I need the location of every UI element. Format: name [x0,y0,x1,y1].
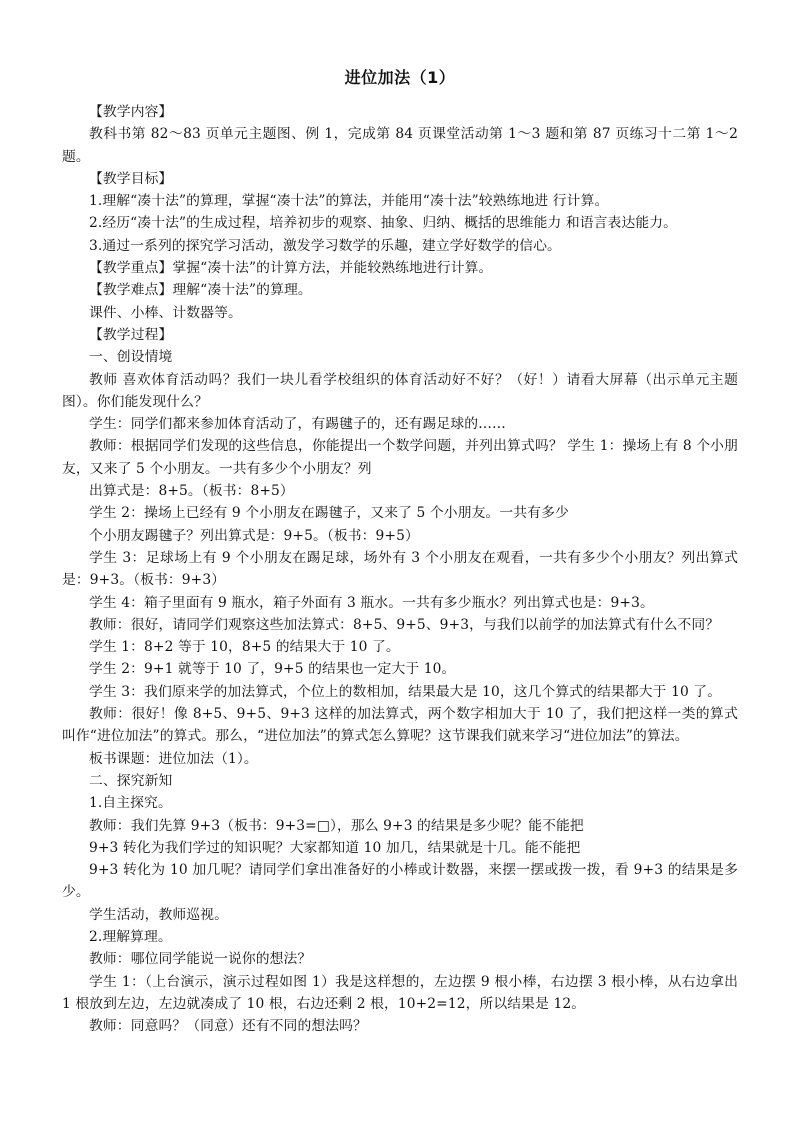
paragraph: 教师：我们先算 9+3（板书：9+3=□），那么 9+3 的结果是多少呢？能不能把 [89,817,584,834]
paragraph: 3.通过一系列的探究学习活动，激发学习数学的乐趣，建立学好数学的信心。 [89,237,561,254]
document-title: 进位加法（1） [344,68,456,87]
paragraph: 1.理解“凑十法”的算理，掌握“凑十法”的算法，并能用“凑十法”较熟练地进 行计算。 [89,193,609,210]
paragraph: 学生 2：操场上已经有 9 个小朋友在踢毽子，又来了 5 个小朋友。一共有多少 [89,505,569,522]
paragraph: 教科书第 82～83 页单元主题图、例 1，完成第 84 页课堂活动第 1～3 题和第 87 页练习十二第 1～2 题。 [62,126,738,165]
paragraph: 学生 3：我们原来学的加法算式，个位上的数相加，结果最大是 10，这几个算式的结果都大于 10 了。 [89,683,722,700]
paragraph: 课件、小棒、计数器等。 [89,304,242,321]
paragraph: 二、探究新知 [89,772,173,789]
paragraph: 教师：同意吗？（同意）还有不同的想法吗？ [89,1018,367,1035]
paragraph: 板书课题：进位加法（1）。 [89,750,258,767]
paragraph: 学生 1：8+2 等于 10，8+5 的结果大于 10 了。 [89,639,400,656]
document-page [62,66,738,1037]
paragraph: 学生活动，教师巡视。 [89,906,228,923]
paragraph: 【教学内容】 [89,104,173,120]
paragraph: 学生 3：足球场上有 9 个小朋友在踢足球，场外有 3 个小朋友在观看，一共有多少个小朋友？列出算式是：9+3。（板书：9+3） [62,549,738,589]
paragraph: 教师 喜欢体育活动吗？我们一块儿看学校组织的体育活动好不好？（好！）请看大屏幕（出示单元主题图）。你们能发现什么？ [62,371,738,410]
paragraph: 1.自主探究。 [89,795,172,812]
paragraph: 2.理解算理。 [89,928,172,945]
document-body [62,101,738,1037]
paragraph: 【教学重点】掌握“凑十法”的计算方法，并能较熟练地进行计算。 [89,260,493,277]
paragraph: 学生：同学们都来参加体育活动了，有踢毽子的，还有踢足球的…… [89,416,506,433]
paragraph: 教师：哪位同学能说一说你的想法？ [89,951,312,968]
paragraph: 【教学难点】理解“凑十法”的算理。 [89,282,312,299]
paragraph: 一、创设情境 [89,349,173,366]
paragraph: 9+3 转化为我们学过的知识呢？大家都知道 10 加几，结果就是十几。能不能把 [89,839,581,856]
paragraph: 学生 2：9+1 就等于 10 了，9+5 的结果也一定大于 10。 [89,661,456,678]
paragraph: 学生 1：（上台演示，演示过程如图 1）我是这样想的，左边摆 9 根小棒，右边摆 3 根小棒，从右边拿出 1 根放到左边，左边就凑成了 10 根，右边还剩 2 根，10+2=12，所以结果是 12。 [62,973,738,1012]
paragraph: 【教学过程】 [89,326,173,343]
paragraph: 9+3 转化为 10 加几呢？请同学们拿出准备好的小棒或计数器，来摆一摆或拨一拨，看 9+3 的结果是多少。 [62,862,738,901]
paragraph: 个小朋友踢毽子？列出算式是：9+5。（板书：9+5） [89,527,419,544]
paragraph: 学生 4：箱子里面有 9 瓶水，箱子外面有 3 瓶水。一共有多少瓶水？列出算式也是：9+3。 [89,594,654,611]
paragraph: 【教学目标】 [89,170,173,187]
paragraph: 2.经历“凑十法”的生成过程，培养初步的观察、抽象、归纳、概括的思维能力 和语言表达能力。 [89,215,678,232]
paragraph: 教师：根据同学们发现的这些信息，你能提出一个数学问题，并列出算式吗？ 学生 1：操场上有 8 个小朋友，又来了 5 个小朋友。一共有多少个小朋友？列 [62,438,738,477]
paragraph: 出算式是：8+5。（板书：8+5） [89,483,294,500]
paragraph: 教师：很好，请同学们观察这些加法算式：8+5、9+5、9+3，与我们以前学的加法算式有什么不同？ [89,616,720,633]
paragraph: 教师：很好！像 8+5、9+5、9+3 这样的加法算式，两个数字相加大于 10 了，我们把这样一类的算式叫作“进位加法”的算式。那么，“进位加法”的算式怎么算呢？这节课我们就来学习“进位加法”的算法。 [62,706,738,745]
